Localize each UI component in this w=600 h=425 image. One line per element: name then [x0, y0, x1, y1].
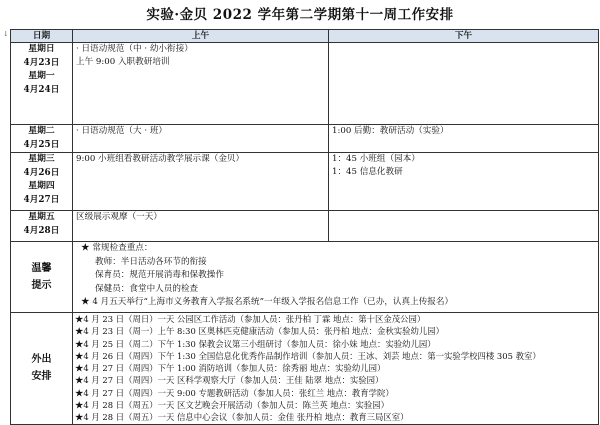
day-line: 星期三	[28, 154, 55, 164]
am-item: · 日语动规范（大 · 班）	[76, 126, 168, 136]
day-cell	[11, 125, 73, 153]
day-line: 星期日	[28, 44, 55, 54]
edge-mark: ↓	[3, 30, 9, 38]
document-title: 实验·金贝 2022 学年第二学期第十一周工作安排	[146, 7, 454, 23]
am-cell	[73, 153, 329, 211]
am-cell	[73, 43, 329, 125]
trip-item: ★4 月 28 日（周五）一天 信息中心会议（参加人员：金佳 张丹柏 地点：教育三局区室）	[75, 412, 409, 423]
trip-item: ★4 月 28 日（周五）一天 区文艺晚会开展活动（参加人员：陈兰英 地点：实验园）	[75, 400, 390, 411]
reminder-line: ★ 常规检查重点：	[81, 243, 153, 253]
am-item: 上午 9:00 入职教研培训	[76, 57, 170, 67]
pm-cell	[329, 43, 599, 125]
pm-item: 1：45 小班组（园本）	[332, 154, 420, 164]
day-cell	[11, 43, 73, 125]
trip-item: ★4 月 23 日（周日）一天 公园区工作活动（参加人员：张丹柏 丁霖 地点：第十区金茂公园）	[75, 314, 426, 324]
reminder-notes	[73, 242, 599, 313]
am-item: 9:00 小班组看教研活动教学展示课（金贝）	[76, 154, 245, 164]
table-header-row	[11, 30, 599, 43]
trips-list	[73, 313, 599, 425]
reminder-label	[11, 242, 73, 313]
pm-item: 1：45 信息化教研	[332, 167, 403, 177]
header-pm: 下午	[329, 30, 599, 43]
trip-item: ★4 月 27 日（周四）下午 1:00 消防培训（参加人员：徐秀丽 地点：实验幼儿园）	[75, 363, 386, 374]
reminder-row	[11, 242, 599, 313]
am-item: 区级展示观摩（一天）	[76, 212, 162, 222]
am-cell	[73, 125, 329, 153]
day-line: 星期四	[28, 181, 55, 191]
trips-label	[11, 313, 73, 425]
schedule-table	[10, 29, 599, 425]
day-cell	[11, 211, 73, 242]
pm-item: 1:00 后勤：教研活动（实验）	[332, 126, 449, 136]
pm-cell	[329, 211, 599, 242]
reminder-line: 保育员：规范开展消毒和保教操作	[95, 270, 224, 280]
trip-item: ★4 月 25 日（周二）下午 1:30 保教会议第三小组研讨（参加人员：徐小妹 地点：实验幼儿园）	[75, 338, 436, 349]
trip-item: ★4 月 23 日（周一）上午 8:30 区奥林匹克健康活动（参加人员：张丹柏 地点：金秋实验幼儿园）	[75, 326, 445, 337]
day-cell	[11, 153, 73, 211]
day-line: 4月27日	[23, 194, 60, 205]
day-line: 4月24日	[23, 84, 60, 95]
schedule-row	[11, 211, 599, 242]
header-date: 日期	[11, 30, 73, 43]
trips-row	[11, 313, 599, 425]
am-item: · 日语动规范（中 · 幼小衔接）	[76, 44, 193, 54]
trip-item: ★4 月 27 日（周四）一天 区科学观察大厅（参加人员：王佳 陆翠 地点：实验园）	[75, 375, 384, 386]
pm-cell	[329, 125, 599, 153]
trips-label-line: 外出	[31, 354, 52, 366]
trips-label-line: 安排	[31, 371, 52, 383]
day-line: 星期五	[28, 212, 55, 222]
reminder-label-line: 温馨	[31, 263, 52, 274]
trip-item: ★4 月 26 日（周四）下午 1:30 全国信息化优秀作品制作培训（参加人员：王冰、刘芸 地点：第一实验学校四楼 305 教室）	[75, 350, 541, 361]
day-line: 4月28日	[23, 225, 60, 236]
day-line: 4月23日	[23, 57, 60, 68]
trip-item: ★4 月 27 日（周四）一天 9:00 专题教研活动（参加人员：张红兰 地点：教育学院）	[75, 387, 394, 398]
reminder-line: 保健员：食堂中人员的检查	[95, 283, 199, 294]
day-line: 4月26日	[23, 167, 60, 178]
day-line: 星期一	[28, 71, 55, 81]
am-cell	[73, 211, 329, 242]
reminder-label-line: 提示	[31, 280, 52, 291]
day-line: 星期二	[28, 126, 55, 136]
schedule-row	[11, 125, 599, 153]
pm-cell	[329, 153, 599, 211]
day-line: 4月25日	[23, 139, 60, 150]
reminder-line: ★ 4 月五天举行“上海市义务教育入学报名系统”一年级入学报名信息工作（已办，认真上传报名）	[81, 297, 454, 307]
header-am: 上午	[73, 30, 329, 43]
schedule-row	[11, 153, 599, 211]
reminder-line: 教师：半日活动各环节的衔接	[95, 256, 207, 267]
schedule-row	[11, 43, 599, 125]
